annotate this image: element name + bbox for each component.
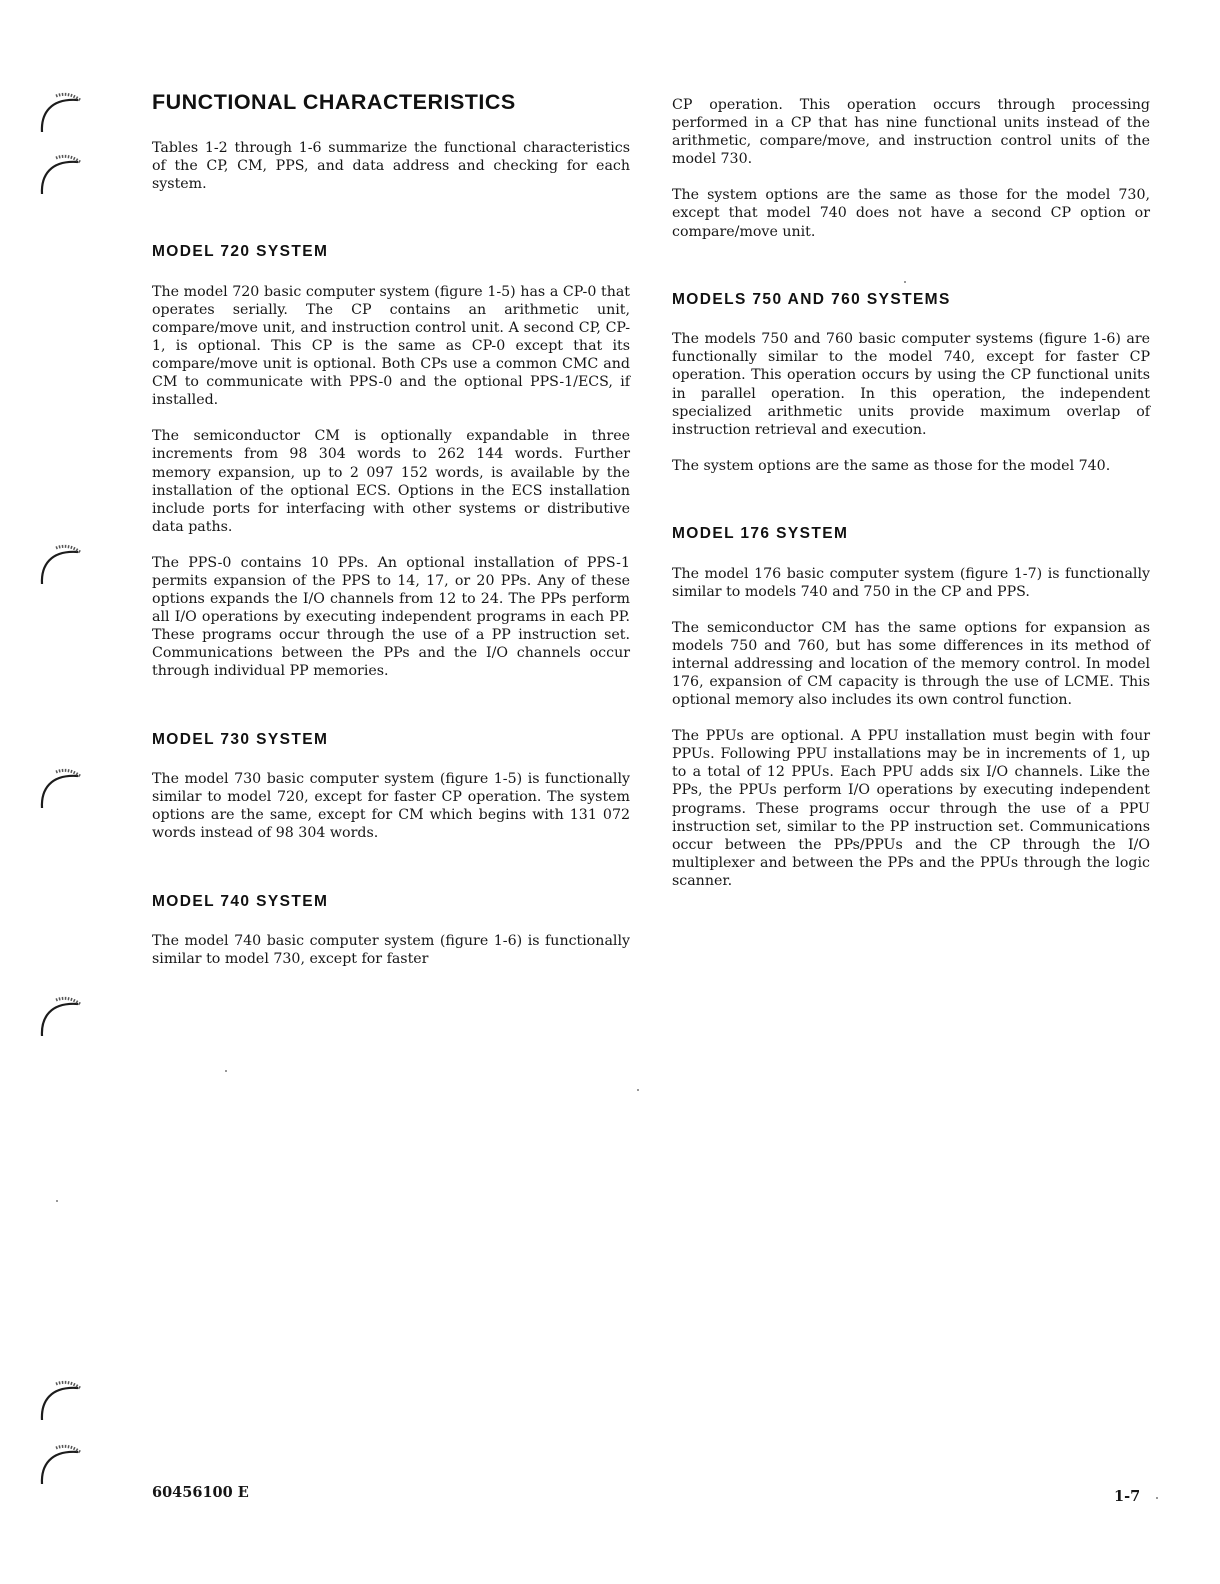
section-heading-model-730: MODEL 730 SYSTEM <box>152 730 329 748</box>
left-column <box>152 90 630 986</box>
paragraph: The system options are the same as those for the model 730, except that model 740 does not have a second CP option or compare/move unit. <box>672 187 1150 240</box>
punch-hole-icon <box>36 1376 84 1424</box>
scan-speck <box>225 1070 227 1072</box>
paragraph: The semiconductor CM is optionally expandable in three increments from 98 304 words to 262 144 words. Further memory expansion, up to 2 097 152 words, is available by the installation of the optional ECS. Options in the ECS installation include ports for interfacing with other systems or distributive data paths. <box>152 428 630 535</box>
punch-hole-icon <box>36 764 84 812</box>
section-heading-models-750-760: MODELS 750 AND 760 SYSTEMS <box>672 290 951 308</box>
paragraph: The semiconductor CM has the same options for expansion as models 750 and 760, but has some differences in its method of internal addressing and location of the memory control. In model 176, expansion of CM capacity is through the use of LCME. This optional memory also includes its own control function. <box>672 619 1150 709</box>
scan-speck <box>637 1089 639 1091</box>
section-heading-model-720: MODEL 720 SYSTEM <box>152 243 329 261</box>
paragraph: The model 176 basic computer system (figure 1-7) is functionally similar to models 740 and 750 in the CP and PPS. <box>672 565 1150 600</box>
punch-hole-icon <box>36 88 84 136</box>
paragraph: The model 720 basic computer system (figure 1-5) has a CP-0 that operates serially. The CP contains an arithmetic unit, compare/move unit, and instruction control unit. A second CP, CP-1, is optional. This CP is the same as CP-0 except that its compare/move unit is optional. Both CPs use a common CMC and CM to communicate with PPS-0 and the optional PPS-1/ECS, if installed. <box>152 283 630 409</box>
punch-hole-icon <box>36 1440 84 1488</box>
paragraph: The system options are the same as those for the model 740. <box>672 457 1111 474</box>
paragraph: CP operation. This operation occurs through processing performed in a CP that has nine functional units instead of the arithmetic, compare/move, and instruction control units of the model 730. <box>672 97 1150 168</box>
scan-speck <box>1156 1497 1158 1499</box>
paragraph: The PPUs are optional. A PPU installation must begin with four PPUs. Following PPU installations may be in increments of 1, up to a total of 12 PPUs. Each PPU adds six I/O channels. Like the PPs, the PPUs perform I/O operations by executing independent programs. These programs occur through the use of a PPU instruction set, similar to the PP instruction set. Communications occur between the PPs/PPUs and the CP through the I/O multiplexer and between the PPs and the PPUs through the logic scanner. <box>672 728 1150 889</box>
punch-hole-icon <box>36 540 84 588</box>
section-heading-model-176: MODEL 176 SYSTEM <box>672 524 849 542</box>
right-column <box>672 96 1150 908</box>
section-heading-model-740: MODEL 740 SYSTEM <box>152 892 329 910</box>
page-title: FUNCTIONAL CHARACTERISTICS <box>152 90 516 114</box>
paragraph: The models 750 and 760 basic computer systems (figure 1-6) are functionally similar to the model 740, except for faster CP operation. This operation occurs by using the CP functional units in parallel operation. In this operation, the independent specialized arithmetic units provide maximum overlap of instruction retrieval and execution. <box>672 331 1150 438</box>
intro-paragraph: Tables 1-2 through 1-6 summarize the functional characteristics of the CP, CM, PPS, and data address and checking for each system. <box>152 139 630 192</box>
punch-hole-icon <box>36 150 84 198</box>
document-number: 60456100 E <box>152 1484 249 1501</box>
page-number: 1-7 <box>1114 1488 1141 1505</box>
paragraph: The model 730 basic computer system (figure 1-5) is functionally similar to model 720, except for faster CP operation. The system options are the same, except for CM which begins with 131 072 words instead of 98 304 words. <box>152 771 630 842</box>
punch-hole-icon <box>36 992 84 1040</box>
paragraph: The model 740 basic computer system (figure 1-6) is functionally similar to model 730, except for faster <box>152 933 630 968</box>
paragraph: The PPS-0 contains 10 PPs. An optional installation of PPS-1 permits expansion of the PPS to 14, 17, or 20 PPs. Any of these options expands the I/O channels from 12 to 24. The PPs perform all I/O operations by executing independent programs in each PP. These programs occur through the use of a PP instruction set. Communications between the PPs and the I/O channels occur through individual PP memories. <box>152 554 630 680</box>
scan-speck <box>56 1200 58 1202</box>
